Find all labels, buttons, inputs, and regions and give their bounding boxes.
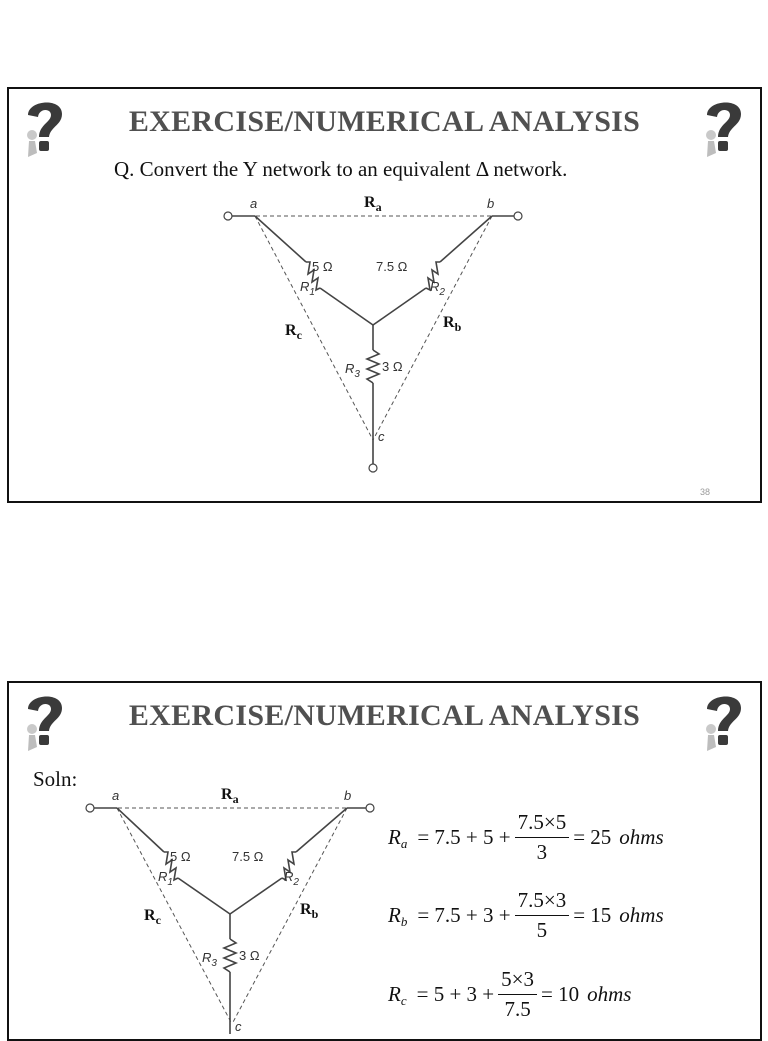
delta-edge-rc xyxy=(255,216,373,440)
slide-number: 38 xyxy=(699,487,710,497)
eq-numerator: 7.5×3 xyxy=(515,888,570,916)
delta-edge-rc xyxy=(117,808,232,1024)
resistor-r3 xyxy=(224,939,236,972)
eq-unit: ohms xyxy=(587,982,632,1006)
y-delta-circuit-diagram xyxy=(210,102,530,474)
r3-label: $R_3$ xyxy=(345,361,360,380)
eq-lhs: = 7.5 + 5 + xyxy=(417,825,511,849)
r3-label: $R_3$ xyxy=(202,950,217,969)
eq-numerator: 7.5×5 xyxy=(515,810,570,838)
eq-var: R xyxy=(388,903,401,927)
r1-value-label: 5 Ω xyxy=(312,259,333,274)
node-c-label: c xyxy=(378,429,385,444)
wire xyxy=(320,288,373,325)
rc-label: $R_c$ xyxy=(144,907,161,927)
resistor-r3 xyxy=(367,350,379,383)
wire xyxy=(373,288,426,325)
r2-value-label: 7.5 Ω xyxy=(376,259,408,274)
eq-lhs: = 7.5 + 3 + xyxy=(417,903,511,927)
question-text: Q. Convert the Y network to an equivalent Δ network. xyxy=(114,157,568,181)
wire xyxy=(440,216,492,262)
slide-title: EXERCISE/NUMERICAL ANALYSIS xyxy=(128,105,641,138)
eq-var: R xyxy=(388,825,401,849)
equation-ra xyxy=(388,810,664,865)
eq-sub: a xyxy=(400,835,408,851)
eq-numerator: 5×3 xyxy=(498,967,537,995)
rc-label: $R_c$ xyxy=(285,322,302,342)
terminal-b xyxy=(514,212,522,220)
rb-label: $R_b$ xyxy=(443,314,462,334)
eq-sub: b xyxy=(400,913,408,929)
eq-denominator: 5 xyxy=(536,918,548,942)
terminal-b xyxy=(366,804,374,812)
r1-label: $R_1$ xyxy=(300,279,315,298)
question-mark-figure-icon xyxy=(698,689,750,755)
r2-label: $R_2$ xyxy=(284,869,299,888)
y-delta-circuit-diagram xyxy=(72,694,392,1034)
delta-edge-rb xyxy=(373,216,492,440)
wire xyxy=(296,808,347,852)
r3-value-label: 3 Ω xyxy=(382,359,403,374)
ra-label: $R_a$ xyxy=(364,194,382,214)
wire xyxy=(230,878,282,914)
wire xyxy=(178,878,230,914)
eq-fraction xyxy=(498,967,537,1022)
node-a-label: a xyxy=(250,196,258,211)
solution-label: Soln: xyxy=(33,767,78,791)
r1-label: $R_1$ xyxy=(158,869,173,888)
ra-label: $R_a$ xyxy=(221,786,239,806)
node-a-label: a xyxy=(112,788,120,803)
rb-label: $R_b$ xyxy=(300,901,319,921)
eq-denominator: 3 xyxy=(536,840,548,864)
delta-edge-rb xyxy=(232,808,347,1024)
r3-value-label: 3 Ω xyxy=(239,948,260,963)
eq-unit: ohms xyxy=(619,903,664,927)
r1-value-label: 5 Ω xyxy=(170,849,191,864)
eq-denominator: 7.5 xyxy=(504,997,531,1021)
eq-unit: ohms xyxy=(619,825,664,849)
eq-rhs: = 15 xyxy=(573,903,612,927)
eq-sub: c xyxy=(400,992,407,1008)
terminal-c xyxy=(369,464,377,472)
terminal-a xyxy=(224,212,232,220)
eq-rhs: = 25 xyxy=(573,825,612,849)
wire xyxy=(255,216,306,262)
terminal-a xyxy=(86,804,94,812)
r2-label: $R_2$ xyxy=(430,279,445,298)
slide-title: EXERCISE/NUMERICAL ANALYSIS xyxy=(128,699,641,732)
eq-var: R xyxy=(388,982,401,1006)
node-c-label: c xyxy=(235,1019,242,1034)
node-b-label: b xyxy=(487,196,495,211)
equation-rc xyxy=(388,967,631,1022)
wire xyxy=(117,808,164,852)
question-mark-figure-icon xyxy=(698,95,750,161)
eq-lhs: = 5 + 3 + xyxy=(416,982,495,1006)
r2-value-label: 7.5 Ω xyxy=(232,849,264,864)
eq-fraction xyxy=(515,888,570,943)
eq-rhs: = 10 xyxy=(540,982,580,1006)
eq-fraction xyxy=(515,810,570,865)
node-b-label: b xyxy=(344,788,352,803)
equation-rb xyxy=(388,888,664,943)
